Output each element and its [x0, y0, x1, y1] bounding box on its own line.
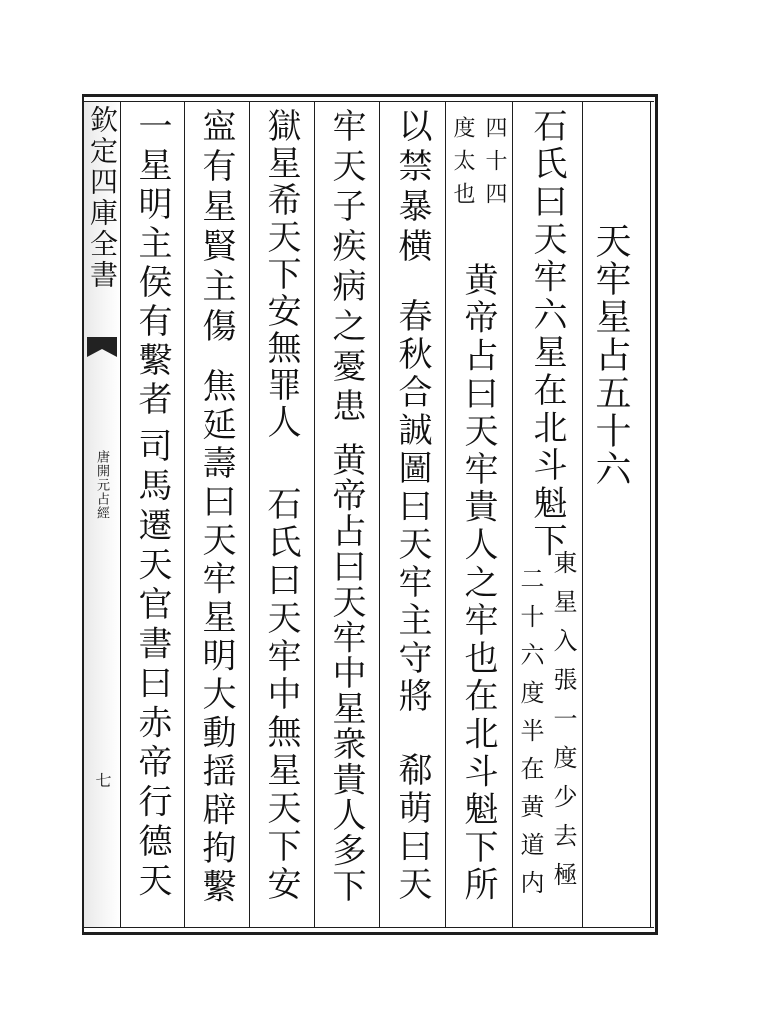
annotation-left: 二十六度半在黄道内: [516, 566, 544, 908]
text-column-segment: 黄帝占曰天牢貴人之牢也在北斗魁下所: [458, 262, 498, 905]
page-number: 七: [93, 772, 112, 788]
text-column-segment: 以禁暴横: [392, 108, 432, 268]
frame-top-inner: [82, 101, 654, 102]
frame-right-inner: [650, 101, 651, 928]
work-title: 唐開元占經: [94, 450, 109, 520]
frame-top-outer: [82, 94, 658, 97]
column-divider: [582, 101, 583, 928]
text-column-segment: 石氏曰天牢中無星天下安: [261, 486, 301, 904]
annotation-right: 四十四: [482, 116, 507, 215]
fold-margin: [84, 101, 120, 927]
frame-right-outer: [655, 94, 658, 935]
text-column-segment: 寍有星賢主傷: [196, 108, 236, 348]
book-title: 欽定四庫全書: [86, 105, 119, 291]
frame-bottom-inner: [82, 927, 654, 928]
margin-divider: [120, 101, 121, 928]
fish-tail-mark-icon: [84, 335, 120, 365]
text-column-segment: 牢天子疾病之憂患: [326, 108, 366, 428]
column-divider: [314, 101, 315, 928]
annotation-left: 度太也: [450, 116, 475, 215]
column-divider: [379, 101, 380, 928]
column-divider: [512, 101, 513, 928]
annotation-right: 東星入張一度少去極: [549, 550, 577, 901]
text-column-segment: 一星明主侯有繫者: [132, 108, 172, 420]
text-column-segment: 黄帝占曰天牢中星衆貴人多下: [326, 442, 366, 904]
text-column-segment: 焦延壽曰天牢星明大動揺辟拘繫: [196, 368, 236, 907]
column-divider: [445, 101, 446, 928]
column-divider: [184, 101, 185, 928]
chapter-heading: 天牢星占五十六: [590, 222, 631, 488]
column-divider: [249, 101, 250, 928]
text-column-segment: 春秋合誠圖曰天牢主守將: [392, 298, 432, 716]
frame-bottom-outer: [82, 932, 658, 935]
text-column-segment: 司馬遷天官書曰赤帝行德天: [132, 428, 172, 902]
text-column-segment: 郗萌曰天: [392, 752, 432, 904]
text-column-segment: 石氏曰天牢六星在北斗魁下: [527, 108, 567, 561]
text-column-segment: 獄星希天下安無罪人: [261, 108, 301, 441]
